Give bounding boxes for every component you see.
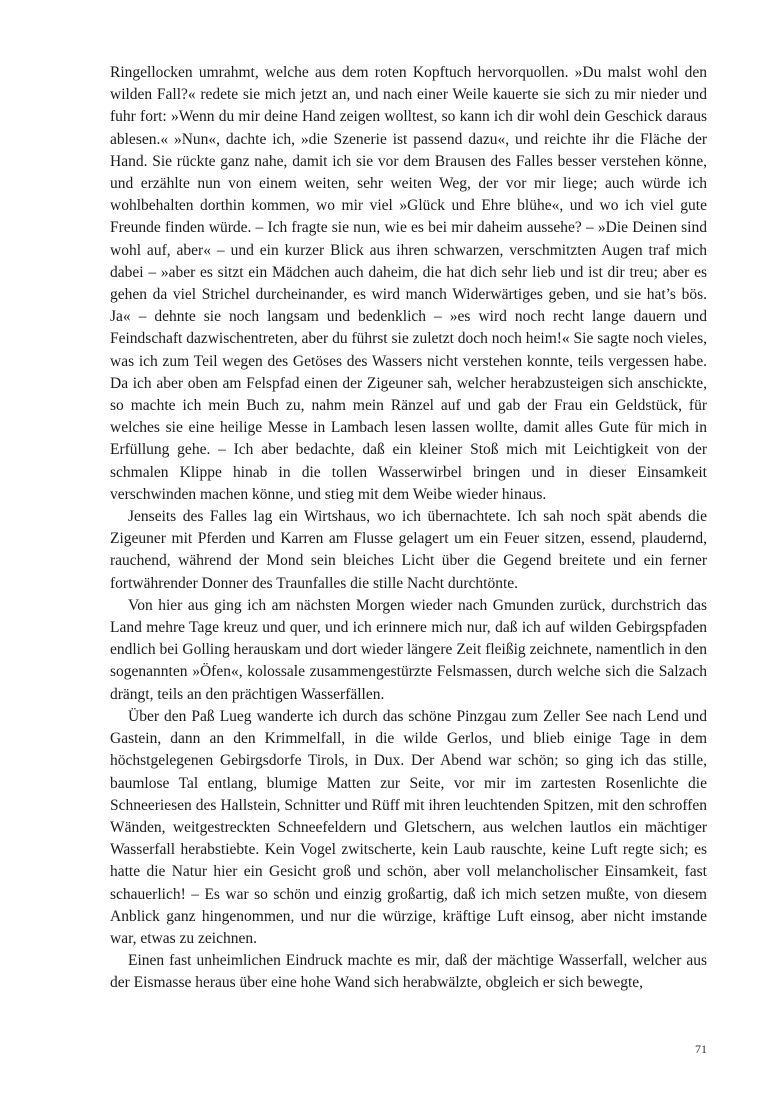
paragraph-2: Jenseits des Falles lag ein Wirtshaus, wo ich übernachtete. Ich sah noch spät abends die Zigeuner mit Pferden und Karren am Flusse gelagert um ein Feuer sitzen, essend, plaudernd, rauchend, während der Mond sein bleiches Licht über die Gegend breitete und ein ferner fortwährender Donner des Traunfalles die stille Nacht durchtönte. (110, 508, 707, 592)
paragraph-5: Einen fast unheimlichen Eindruck machte es mir, daß der mächtige Wasserfall, welcher aus der Eismasse heraus über eine hohe Wand sich herabwälzte, obgleich er sich bewegte, (110, 952, 707, 992)
paragraph-3: Von hier aus ging ich am nächsten Morgen wieder nach Gmunden zurück, durchstrich das Land mehre Tage kreuz und quer, und ich erinnere mich nur, daß ich auf wilden Gebirgspfaden endlich bei Golling herauskam und dort wieder längere Zeit fleißig zeichnete, namentlich in den sogenannten »Öfen«, kolossale zusammengestürzte Felsmassen, durch welche sich die Salzach drängt, teils an den prächtigen Wasserfällen. (110, 596, 707, 703)
paragraph-1: Ringellocken umrahmt, welche aus dem roten Kopftuch hervorquollen. »Du malst wohl den wilden Fall?« redete sie mich jetzt an, und nach einer Weile kauerte sie sich zu mir nieder und fuhr fort: »Wenn du mir deine Hand zeigen wolltest, so kann ich dir wohl dein Geschick daraus ablesen.« »Nun«, dachte ich, »die Szenerie ist passend dazu«, und reichte ihr die Fläche der Hand. Sie rückte ganz nahe, damit ich sie vor dem Brausen des Falles besser verstehen könne, und erzählte nun von einem weiten, sehr weiten Weg, der vor mir liege; auch würde ich wohlbehalten dorthin kommen, wo mir viel »Glück und Ehre blühe«, und wo ich viel gute Freunde finden würde. – Ich fragte sie nun, wie es bei mir daheim aussehe? – »Die Deinen sind wohl auf, aber« – und ein kurzer Blick aus ihren schwarzen, verschmitzten Augen traf mich dabei – »aber es sitzt ein Mädchen auch daheim, die hat dich sehr lieb und ist dir treu; aber es gehen da viel Strichel durcheinander, es wird manch Widerwärtiges geben, und sie hat’s bös. Ja« – dehnte sie noch langsam und bedenklich – »es wird noch recht lange dauern und Feindschaft dazwischentreten, aber du führst sie zuletzt doch noch heim!« Sie sagte noch vieles, was ich zum Teil wegen des Getöses des Wassers nicht verstehen konnte, teils vergessen habe. Da ich aber oben am Felspfad einen der Zigeuner sah, welcher herabzusteigen sich anschickte, so machte ich mein Buch zu, nahm mein Ränzel auf und gab der Frau ein Geldstück, für welches sie eine heilige Messe in Lambach lesen lassen wollte, damit alles Gute für mich in Erfüllung gehe. – Ich aber bedachte, daß ein kleiner Stoß mich mit Leichtigkeit von der schmalen Klippe hinab in die tollen Wasserwirbel bringen und in dieser Einsamkeit verschwinden machen könne, und stieg mit dem Weibe wieder hinaus. (110, 64, 707, 503)
paragraph-4: Über den Paß Lueg wanderte ich durch das schöne Pinzgau zum Zeller See nach Lend und Gastein, dann an den Krimmelfall, in die wilde Gerlos, und blieb einige Tage in dem höchstgelegenen Gebirgsdorfe Tirols, in Dux. Der Abend war schön; so ging ich das stille, baumlose Tal entlang, blumige Matten zur Seite, vor mir im zartesten Rosenlichte die Schneeriesen des Hallstein, Schnitter und Rüff mit ihren leuchtenden Spitzen, mit den schroffen Wänden, weitgestreckten Schneefeldern und Gletschern, aus welchen lautlos ein mächtiger Wasserfall herabstiebte. Kein Vogel zwitscherte, kein Laub rauschte, keine Luft regte sich; es hatte die Natur hier ein Gesicht groß und schön, aber voll melancholischer Einsamkeit, fast schauerlich! – Es war so schön und einzig großartig, daß ich mich setzen mußte, von diesem Anblick ganz hingenommen, und nur die würzige, kräftige Luft einsog, aber nicht imstande war, etwas zu zeichnen. (110, 707, 707, 947)
page-number: 71 (695, 1042, 707, 1056)
page-body (110, 62, 707, 995)
